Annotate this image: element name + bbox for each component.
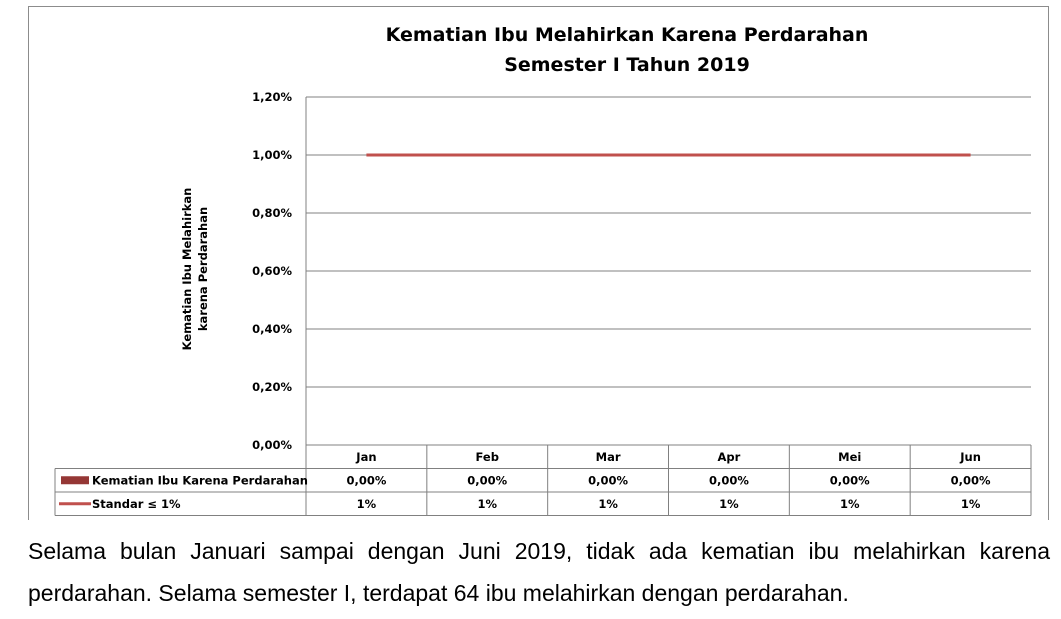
data-label: 1% <box>839 496 860 511</box>
x-tick-label: Mar <box>595 450 621 464</box>
y-tick-label: 0,60% <box>252 264 292 278</box>
chart-svg <box>29 7 1050 521</box>
legend-key-bar <box>61 476 89 484</box>
x-tick-label: Mei <box>838 450 862 464</box>
x-tick-label: Apr <box>717 450 741 464</box>
chart-title <box>386 24 869 76</box>
y-tick-label: 1,00% <box>252 148 292 162</box>
y-axis-label-line: Kematian Ibu Melahirkan <box>180 187 194 351</box>
y-tick-label: 0,80% <box>252 206 292 220</box>
y-tick-label: 1,20% <box>252 90 292 104</box>
data-label: 1% <box>719 496 739 511</box>
x-tick-label: Feb <box>475 450 499 464</box>
data-label: 0,00% <box>829 473 870 488</box>
chart-frame <box>28 6 1049 520</box>
y-tick-label: 0,00% <box>252 438 292 452</box>
y-tick-label: 0,40% <box>252 322 292 336</box>
caption <box>28 530 1050 614</box>
legend-label: Kematian Ibu Karena Perdarahan <box>92 473 308 488</box>
chart-title-line: Semester I Tahun 2019 <box>504 54 750 76</box>
y-tick-label: 0,20% <box>252 380 292 394</box>
caption-text: Selama bulan Januari sampai dengan Juni 2019, tidak ada kematian ibu melahirkan karena perdarahan. Selama semester I, terdapat 64 ibu melahirkan dengan perdarahan. <box>28 538 1050 606</box>
data-label: 1% <box>356 496 377 511</box>
data-label: 1% <box>598 496 618 511</box>
y-axis-label <box>180 188 210 351</box>
data-label: 0,00% <box>588 473 629 488</box>
data-label: 0,00% <box>467 473 508 488</box>
x-tick-label: Jun <box>960 450 981 464</box>
chart-title-line: Kematian Ibu Melahirkan Karena Perdarahan <box>385 24 869 46</box>
x-tick-label: Jan <box>356 450 377 464</box>
data-label: 1% <box>960 496 981 511</box>
y-axis-label-line: karena Perdarahan <box>196 206 210 332</box>
legend-label: Standar ≤ 1% <box>92 496 181 511</box>
data-label: 1% <box>477 496 498 511</box>
data-label: 0,00% <box>950 473 991 488</box>
data-label: 0,00% <box>346 473 387 488</box>
data-label: 0,00% <box>708 473 749 488</box>
